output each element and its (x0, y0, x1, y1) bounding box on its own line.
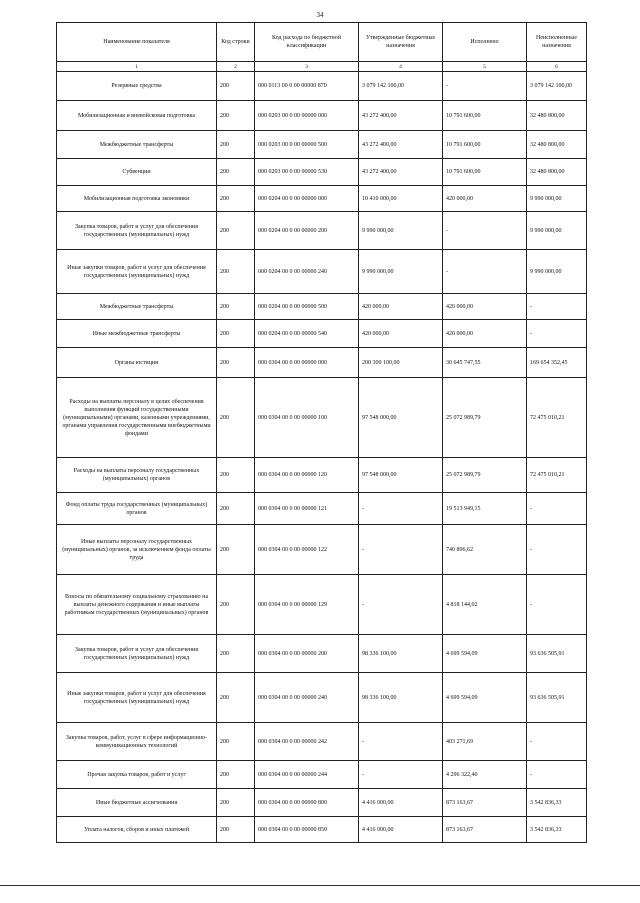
table-row (57, 575, 587, 635)
table-body (57, 72, 587, 843)
cell-budget-code: 000 0304 00 0 00 00000 244 (255, 761, 359, 789)
cell-budget-code: 000 0304 00 0 00 00000 200 (255, 635, 359, 673)
cell-indicator-name: Иные бюджетные ассигнования (57, 789, 217, 817)
cell-indicator-name: Органы юстиции (57, 348, 217, 378)
table-row (57, 101, 587, 131)
cell-executed: 25 072 989,79 (443, 378, 527, 458)
cell-indicator-name: Межбюджетные трансферты (57, 131, 217, 159)
cell-unexecuted: - (527, 294, 587, 320)
cell-executed: 30 645 747,55 (443, 348, 527, 378)
cell-approved: 4 416 000,00 (359, 789, 443, 817)
table-row (57, 817, 587, 843)
cell-executed: 19 513 949,15 (443, 493, 527, 525)
cell-unexecuted: 9 990 000,00 (527, 186, 587, 212)
table-row (57, 131, 587, 159)
cell-unexecuted: 93 636 505,91 (527, 673, 587, 723)
cell-budget-code: 000 0203 00 0 00 00000 530 (255, 159, 359, 186)
cell-budget-code: 000 0304 00 0 00 00000 122 (255, 525, 359, 575)
cell-indicator-name: Иные выплаты персоналу государственных (муниципальных) органов, за исключением фонда оплаты труда (57, 525, 217, 575)
cell-executed: 873 163,67 (443, 789, 527, 817)
cell-approved: 10 410 000,00 (359, 186, 443, 212)
table-row (57, 186, 587, 212)
cell-line-code: 200 (217, 493, 255, 525)
budget-execution-table (56, 22, 587, 843)
page-number: 34 (316, 11, 324, 19)
table-header-row (57, 23, 587, 62)
cell-unexecuted: 9 990 000,00 (527, 250, 587, 294)
table-row (57, 493, 587, 525)
cell-approved: 9 990 000,00 (359, 250, 443, 294)
cell-line-code: 200 (217, 789, 255, 817)
cell-indicator-name: Закупка товаров, работ и услуг для обеспечения государственных (муниципальных) нужд (57, 212, 217, 250)
column-number: 2 (217, 62, 255, 72)
cell-executed: 4 699 594,09 (443, 673, 527, 723)
cell-budget-code: 000 0204 00 0 00 00000 540 (255, 320, 359, 348)
cell-budget-code: 000 0203 00 0 00 00000 500 (255, 131, 359, 159)
cell-executed: - (443, 212, 527, 250)
cell-indicator-name: Резервные средства (57, 72, 217, 101)
cell-unexecuted: 169 654 352,45 (527, 348, 587, 378)
column-number: 3 (255, 62, 359, 72)
cell-line-code: 200 (217, 817, 255, 843)
cell-indicator-name: Межбюджетные трансферты (57, 294, 217, 320)
cell-unexecuted: 3 542 836,33 (527, 789, 587, 817)
cell-executed: - (443, 250, 527, 294)
cell-approved: 43 272 400,00 (359, 131, 443, 159)
cell-budget-code: 000 0304 00 0 00 00000 000 (255, 348, 359, 378)
cell-approved: - (359, 525, 443, 575)
cell-indicator-name: Расходы на выплаты персоналу государственных (муниципальных) органов (57, 458, 217, 493)
cell-budget-code: 000 0204 00 0 00 00000 200 (255, 212, 359, 250)
cell-indicator-name: Мобилизационная подготовка экономики (57, 186, 217, 212)
cell-executed: 420 000,00 (443, 186, 527, 212)
cell-budget-code: 000 0304 00 0 00 00000 120 (255, 458, 359, 493)
column-number: 4 (359, 62, 443, 72)
cell-executed: 403 271,69 (443, 723, 527, 761)
cell-executed: - (443, 72, 527, 101)
table-row (57, 761, 587, 789)
cell-approved: 420 000,00 (359, 294, 443, 320)
table-row (57, 378, 587, 458)
cell-executed: 10 791 600,00 (443, 131, 527, 159)
column-number: 1 (57, 62, 217, 72)
cell-unexecuted: - (527, 320, 587, 348)
cell-indicator-name: Закупка товаров, работ, услуг в сфере информационно-коммуникационных технологий (57, 723, 217, 761)
cell-approved: - (359, 493, 443, 525)
table-row (57, 320, 587, 348)
cell-approved: 9 990 000,00 (359, 212, 443, 250)
cell-indicator-name: Фонд оплаты труда государственных (муниципальных) органов (57, 493, 217, 525)
cell-budget-code: 000 0204 00 0 00 00000 500 (255, 294, 359, 320)
cell-approved: 200 300 100,00 (359, 348, 443, 378)
cell-unexecuted: - (527, 761, 587, 789)
cell-unexecuted: 93 636 505,91 (527, 635, 587, 673)
cell-indicator-name: Иные закупки товаров, работ и услуг для обеспечения государственных (муниципальных) нужд (57, 673, 217, 723)
header-unexecuted: Неисполненные назначения (527, 23, 587, 62)
cell-approved: 98 336 100,00 (359, 635, 443, 673)
cell-line-code: 200 (217, 212, 255, 250)
header-executed: Исполнено (443, 23, 527, 62)
cell-indicator-name: Расходы на выплаты персоналу в целях обеспечения выполнения функций государственными (муниципальными) органами, казенными учреждениями, органами управления государственными внебюджетными фондами (57, 378, 217, 458)
cell-unexecuted: 32 480 800,00 (527, 131, 587, 159)
cell-indicator-name: Уплата налогов, сборов и иных платежей (57, 817, 217, 843)
cell-executed: 25 072 989,79 (443, 458, 527, 493)
cell-executed: 10 791 600,00 (443, 159, 527, 186)
column-number-row (57, 62, 587, 72)
cell-executed: 4 296 322,40 (443, 761, 527, 789)
table-row (57, 250, 587, 294)
header-line-code: Код строки (217, 23, 255, 62)
cell-indicator-name: Иные закупки товаров, работ и услуг для обеспечения государственных (муниципальных) нужд (57, 250, 217, 294)
cell-unexecuted: - (527, 575, 587, 635)
cell-executed: 873 163,67 (443, 817, 527, 843)
cell-indicator-name: Субвенции (57, 159, 217, 186)
cell-executed: 4 818 144,02 (443, 575, 527, 635)
cell-executed: 420 000,00 (443, 320, 527, 348)
cell-budget-code: 000 0304 00 0 00 00000 129 (255, 575, 359, 635)
cell-budget-code: 000 0204 00 0 00 00000 000 (255, 186, 359, 212)
cell-unexecuted: 72 475 010,21 (527, 378, 587, 458)
cell-budget-code: 000 0304 00 0 00 00000 240 (255, 673, 359, 723)
cell-indicator-name: Иные межбюджетные трансферты (57, 320, 217, 348)
cell-indicator-name: Мобилизационная и вневойсковая подготовка (57, 101, 217, 131)
cell-approved: 3 079 142 100,00 (359, 72, 443, 101)
cell-approved: 43 272 400,00 (359, 101, 443, 131)
cell-line-code: 200 (217, 525, 255, 575)
cell-line-code: 200 (217, 72, 255, 101)
cell-line-code: 200 (217, 575, 255, 635)
cell-executed: 10 791 600,00 (443, 101, 527, 131)
cell-budget-code: 000 0204 00 0 00 00000 240 (255, 250, 359, 294)
cell-approved: 43 272 400,00 (359, 159, 443, 186)
cell-line-code: 200 (217, 294, 255, 320)
cell-line-code: 200 (217, 673, 255, 723)
cell-approved: 420 000,00 (359, 320, 443, 348)
cell-line-code: 200 (217, 320, 255, 348)
cell-approved: - (359, 723, 443, 761)
cell-budget-code: 000 0304 00 0 00 00000 850 (255, 817, 359, 843)
cell-approved: - (359, 575, 443, 635)
cell-budget-code: 000 0304 00 0 00 00000 242 (255, 723, 359, 761)
cell-unexecuted: 3 079 142 100,00 (527, 72, 587, 101)
cell-line-code: 200 (217, 458, 255, 493)
table-row (57, 525, 587, 575)
cell-budget-code: 000 0113 00 0 00 00000 870 (255, 72, 359, 101)
cell-line-code: 200 (217, 723, 255, 761)
cell-approved: 97 548 000,00 (359, 378, 443, 458)
cell-unexecuted: 32 480 800,00 (527, 159, 587, 186)
header-approved: Утвержденные бюджетные назначения (359, 23, 443, 62)
cell-executed: 420 000,00 (443, 294, 527, 320)
table-row (57, 458, 587, 493)
table-row (57, 635, 587, 673)
cell-approved: 4 416 000,00 (359, 817, 443, 843)
table-row (57, 348, 587, 378)
cell-executed: 740 896,62 (443, 525, 527, 575)
cell-line-code: 200 (217, 250, 255, 294)
cell-indicator-name: Взносы по обязательному социальному страхованию на выплаты денежного содержания и иные выплаты работникам государственных (муниципальных) органов (57, 575, 217, 635)
cell-unexecuted: 32 480 800,00 (527, 101, 587, 131)
cell-unexecuted: 9 990 000,00 (527, 212, 587, 250)
cell-budget-code: 000 0304 00 0 00 00000 800 (255, 789, 359, 817)
cell-line-code: 200 (217, 101, 255, 131)
cell-unexecuted: - (527, 525, 587, 575)
column-number: 6 (527, 62, 587, 72)
table-row (57, 72, 587, 101)
cell-line-code: 200 (217, 378, 255, 458)
cell-budget-code: 000 0304 00 0 00 00000 100 (255, 378, 359, 458)
table-row (57, 159, 587, 186)
cell-unexecuted: - (527, 723, 587, 761)
cell-executed: 4 699 594,09 (443, 635, 527, 673)
cell-unexecuted: 72 475 010,21 (527, 458, 587, 493)
cell-line-code: 200 (217, 761, 255, 789)
cell-approved: 97 548 000,00 (359, 458, 443, 493)
table-row (57, 673, 587, 723)
table-row (57, 789, 587, 817)
cell-line-code: 200 (217, 186, 255, 212)
column-number: 5 (443, 62, 527, 72)
cell-budget-code: 000 0203 00 0 00 00000 000 (255, 101, 359, 131)
table-row (57, 212, 587, 250)
cell-line-code: 200 (217, 348, 255, 378)
cell-unexecuted: - (527, 493, 587, 525)
cell-line-code: 200 (217, 159, 255, 186)
cell-line-code: 200 (217, 635, 255, 673)
cell-unexecuted: 3 542 836,33 (527, 817, 587, 843)
table-row (57, 723, 587, 761)
header-indicator-name: Наименование показателя (57, 23, 217, 62)
cell-approved: - (359, 761, 443, 789)
cell-line-code: 200 (217, 131, 255, 159)
table-row (57, 294, 587, 320)
cell-indicator-name: Закупка товаров, работ и услуг для обеспечения государственных (муниципальных) нужд (57, 635, 217, 673)
cell-budget-code: 000 0304 00 0 00 00000 121 (255, 493, 359, 525)
cell-approved: 98 336 100,00 (359, 673, 443, 723)
header-budget-code: Код расхода по бюджетной классификации (255, 23, 359, 62)
cell-indicator-name: Прочая закупка товаров, работ и услуг (57, 761, 217, 789)
bottom-divider (0, 885, 640, 886)
